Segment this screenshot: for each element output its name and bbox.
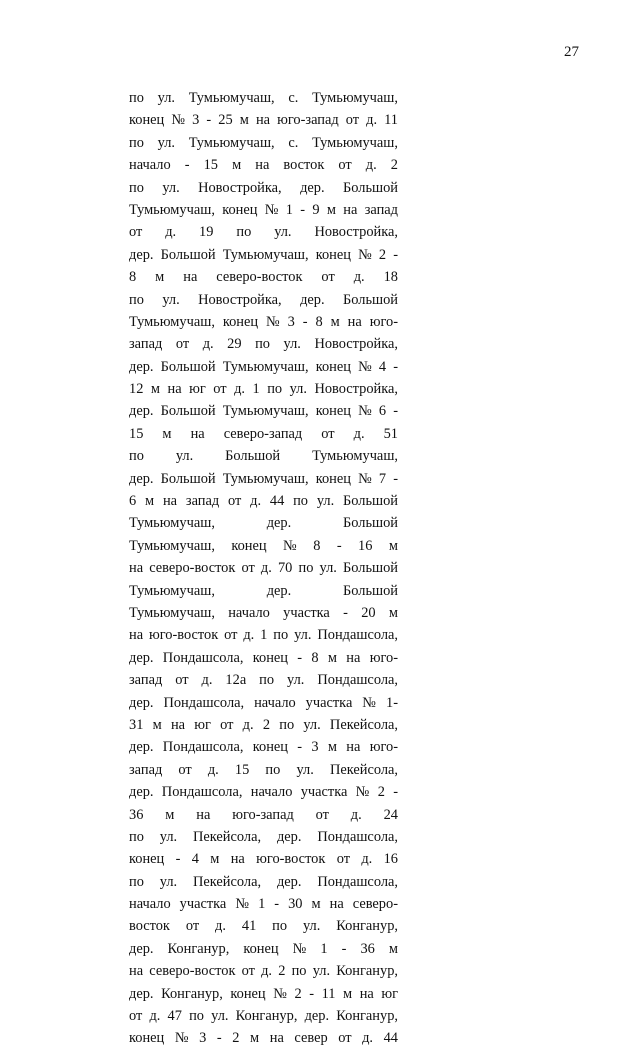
text-line: дер. Пондашсола, конец - 3 м на юго- — [129, 739, 398, 756]
text-line: дер. Большой Тумьюмучаш, конец № 2 - — [129, 246, 398, 263]
text-line: конец № 3 - 25 м на юго-запад от д. 11 — [129, 112, 398, 129]
text-line: запад от д. 15 по ул. Пекейсола, — [129, 761, 398, 778]
text-line: по ул. Тумьюмучаш, с. Тумьюмучаш, — [129, 90, 398, 106]
text-line: 15 м на северо-запад от д. 51 — [129, 425, 398, 442]
text-line: по ул. Новостройка, дер. Большой — [129, 291, 398, 308]
text-line: запад от д. 12а по ул. Пондашсола, — [129, 672, 398, 689]
text-line: начало - 15 м на восток от д. 2 — [129, 157, 398, 174]
text-line: Тумьюмучаш, конец № 8 - 16 м — [129, 537, 398, 554]
text-line: 36 м на юго-запад от д. 24 — [129, 806, 398, 823]
text-line: 12 м на юг от д. 1 по ул. Новостройка, — [129, 381, 398, 398]
text-line: 8 м на северо-восток от д. 18 — [129, 269, 398, 286]
text-line: Тумьюмучаш, дер. Большой — [129, 582, 398, 599]
text-line: по ул. Большой Тумьюмучаш, — [129, 448, 398, 465]
text-line: 6 м на запад от д. 44 по ул. Большой — [129, 493, 398, 510]
text-line: на северо-восток от д. 70 по ул. Большой — [129, 560, 398, 577]
text-line: Тумьюмучаш, конец № 3 - 8 м на юго- — [129, 313, 398, 330]
body-text-column — [129, 87, 398, 1050]
text-line: дер. Конганур, конец № 1 - 36 м — [129, 940, 398, 957]
text-line: дер. Пондашсола, начало участка № 1- — [129, 694, 398, 711]
text-line: Тумьюмучаш, начало участка - 20 м — [129, 604, 398, 621]
text-line: конец № 3 - 2 м на север от д. 44 — [129, 1030, 398, 1047]
text-line: Тумьюмучаш, дер. Большой — [129, 515, 398, 532]
text-line: дер. Большой Тумьюмучаш, конец № 6 - — [129, 403, 398, 420]
text-line: по ул. Тумьюмучаш, с. Тумьюмучаш, — [129, 134, 398, 151]
text-line: дер. Пондашсола, начало участка № 2 - — [129, 784, 398, 801]
text-line: на северо-восток от д. 2 по ул. Конганур, — [129, 963, 398, 980]
text-line: дер. Конганур, конец № 2 - 11 м на юг — [129, 985, 398, 1002]
text-line: дер. Пондашсола, конец - 8 м на юго- — [129, 649, 398, 666]
text-line: от д. 19 по ул. Новостройка, — [129, 224, 398, 241]
text-line: на юго-восток от д. 1 по ул. Пондашсола, — [129, 627, 398, 644]
text-line: запад от д. 29 по ул. Новостройка, — [129, 336, 398, 353]
text-line: дер. Большой Тумьюмучаш, конец № 7 - — [129, 470, 398, 487]
text-line: восток от д. 41 по ул. Конганур, — [129, 918, 398, 935]
page-number: 27 — [564, 44, 579, 60]
text-line: начало участка № 1 - 30 м на северо- — [129, 896, 398, 913]
text-line: по ул. Новостройка, дер. Большой — [129, 179, 398, 196]
text-line: дер. Большой Тумьюмучаш, конец № 4 - — [129, 358, 398, 375]
text-line: по ул. Пекейсола, дер. Пондашсола, — [129, 873, 398, 890]
text-line: Тумьюмучаш, конец № 1 - 9 м на запад — [129, 201, 398, 218]
text-line: конец - 4 м на юго-восток от д. 16 — [129, 851, 398, 868]
text-line: 31 м на юг от д. 2 по ул. Пекейсола, — [129, 716, 398, 733]
text-line: по ул. Пекейсола, дер. Пондашсола, — [129, 828, 398, 845]
text-line: от д. 47 по ул. Конганур, дер. Конганур, — [129, 1008, 398, 1025]
